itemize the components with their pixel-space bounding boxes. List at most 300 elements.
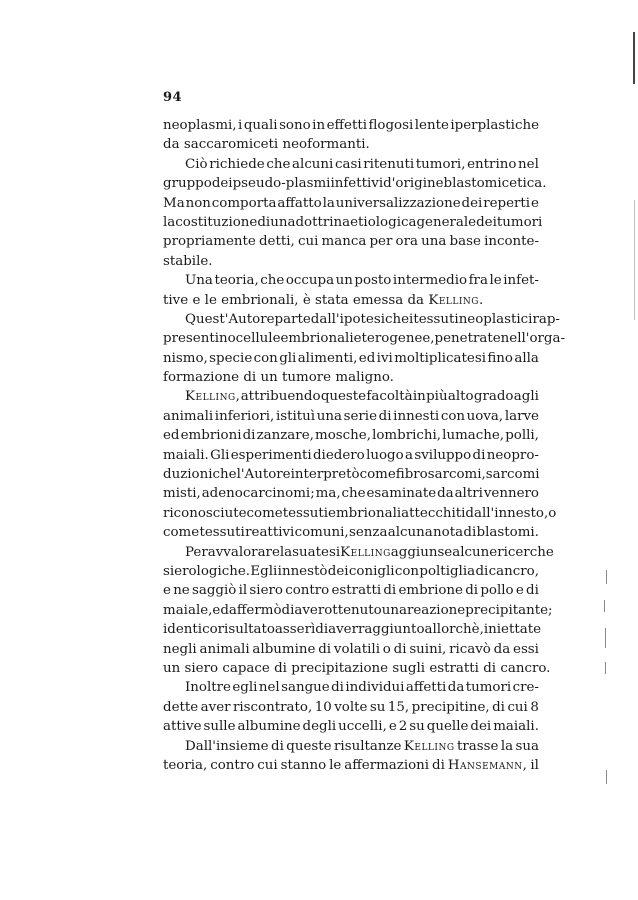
scan-speck — [604, 600, 605, 612]
word: estratti — [429, 660, 479, 676]
word: quali — [243, 118, 278, 133]
word: Kelling. — [428, 292, 484, 308]
word: istituì — [275, 408, 316, 424]
text-line — [163, 368, 539, 387]
word: Egli — [250, 563, 278, 579]
word: casi — [334, 156, 362, 172]
word: con — [253, 350, 278, 366]
word: dei — [470, 719, 492, 735]
word: adenocarcinomi; — [201, 486, 315, 502]
word: di — [383, 583, 397, 599]
word: reattivi — [245, 525, 295, 541]
word: interpretò — [290, 467, 360, 483]
word: Inoltre — [185, 680, 231, 696]
word: diedero — [312, 447, 365, 463]
word: base — [449, 234, 481, 250]
word: aver — [328, 622, 358, 638]
word: fibrosarcomi, — [395, 467, 486, 483]
word: generale — [416, 214, 477, 230]
word: un — [163, 660, 181, 676]
word: in — [312, 118, 326, 133]
text-line — [163, 155, 539, 174]
text-line — [163, 484, 539, 503]
word: cui — [507, 699, 528, 715]
word: di — [526, 583, 539, 599]
word: iperplastiche — [450, 118, 539, 133]
word: affermò — [228, 602, 282, 618]
word: sugli — [392, 660, 426, 676]
word: alla — [514, 350, 539, 366]
word: ne — [173, 583, 190, 599]
word: infettivi — [330, 176, 384, 192]
word: attive — [163, 719, 202, 735]
word: affermazioni — [344, 757, 430, 773]
word: intermedio — [392, 273, 468, 289]
word: egli — [232, 680, 258, 696]
word: riscontrato, — [233, 699, 313, 715]
word: quelle — [426, 719, 469, 735]
word: le — [204, 292, 217, 308]
word: nota — [433, 525, 464, 541]
text-line — [163, 310, 560, 329]
word: e — [192, 292, 201, 308]
word: innesti — [393, 408, 440, 424]
word: effetti — [326, 118, 367, 133]
word: agli — [513, 389, 539, 405]
word: il — [530, 757, 539, 773]
word: da — [447, 680, 465, 696]
word: neopro- — [486, 447, 539, 463]
word: una — [316, 408, 342, 424]
word: ma, — [315, 486, 341, 502]
text-line — [163, 174, 547, 193]
word: misti, — [163, 486, 201, 502]
text-line — [163, 116, 539, 135]
text-line — [163, 252, 539, 271]
word: uova, — [466, 408, 504, 424]
word: come — [163, 525, 200, 541]
word: albumine — [252, 641, 316, 657]
word: Per — [185, 544, 208, 560]
word: albumine — [237, 719, 301, 735]
word: risultato — [217, 622, 275, 638]
word: conigli — [348, 563, 395, 579]
word: specie — [209, 350, 253, 366]
word: senza — [348, 525, 388, 541]
word: dei — [461, 195, 483, 211]
word: di — [483, 660, 497, 676]
word: 8 — [530, 699, 539, 715]
word: come — [246, 505, 283, 521]
word: embrionali — [280, 331, 354, 347]
word: che — [341, 486, 366, 502]
word: di — [432, 757, 445, 773]
word: con — [440, 408, 466, 424]
word: maiali. — [163, 447, 209, 463]
word: da — [163, 137, 180, 153]
text-line — [163, 601, 553, 620]
word: flogosi — [368, 118, 414, 133]
word: Kelling, — [185, 389, 241, 405]
word: la — [322, 195, 335, 211]
word: gruppo — [163, 176, 212, 192]
word: vennero — [483, 486, 539, 502]
word: aver — [200, 699, 231, 715]
word: moltiplicatesi — [394, 350, 486, 366]
word: stabile. — [163, 253, 213, 269]
word: 2 — [398, 719, 408, 735]
word: attribuendo — [240, 389, 321, 405]
word: saggiò — [192, 583, 237, 599]
word: queste — [320, 389, 367, 405]
word: la — [500, 738, 514, 754]
text-line — [163, 562, 539, 581]
word: è — [302, 292, 311, 308]
word: sviluppo — [414, 447, 472, 463]
word: maiale, — [163, 602, 213, 618]
word: il — [238, 583, 248, 599]
word: costituzione — [175, 214, 258, 230]
text-line — [163, 271, 539, 290]
text-line — [163, 446, 539, 465]
word: neoplasmi, — [163, 118, 237, 133]
word: siero — [249, 583, 283, 599]
word: asserì — [274, 622, 316, 638]
word: non — [185, 195, 211, 211]
word: d'origine — [383, 176, 444, 192]
word: duzioni — [163, 467, 213, 483]
word: 10 — [314, 699, 332, 715]
word: riconosciute — [163, 505, 247, 521]
word: suini, — [409, 641, 447, 657]
word: embrionali — [328, 505, 402, 521]
word: Hansemann, — [447, 757, 528, 773]
word: e — [388, 719, 397, 735]
word: di — [243, 370, 257, 386]
word: uccelli, — [338, 719, 387, 735]
word: su — [409, 719, 425, 735]
word: poltiglia — [419, 563, 476, 579]
word: dei — [476, 214, 497, 230]
word: grado — [473, 389, 514, 405]
page-number: 94 — [163, 90, 183, 105]
word: tumori — [496, 214, 543, 230]
word: capace — [222, 660, 270, 676]
word: lente — [414, 118, 449, 133]
word: posto — [354, 273, 392, 289]
word: innestò — [277, 563, 328, 579]
word: saccaromiceti — [183, 137, 279, 153]
scan-speck — [606, 570, 607, 584]
word: dei — [327, 563, 349, 579]
word: di — [315, 622, 329, 638]
word: teoria, — [163, 757, 208, 773]
word: di — [318, 641, 332, 657]
word: individui — [345, 680, 405, 696]
word: altri — [454, 486, 483, 502]
word: affetti — [405, 680, 447, 696]
word: universalizzazione — [335, 195, 461, 211]
word: animali — [163, 408, 214, 424]
scan-edge-mark — [633, 32, 635, 84]
word: esperimenti — [230, 447, 312, 463]
word: iniettate — [483, 622, 542, 638]
word: alto — [447, 389, 474, 405]
word: estratti — [331, 583, 382, 599]
word: cancro, — [488, 563, 539, 579]
word: embrione — [398, 583, 463, 599]
word: Ma — [163, 195, 185, 211]
word: parte — [274, 311, 311, 327]
word: alcune — [452, 544, 498, 560]
word: Kelling — [340, 544, 391, 560]
word: reperti — [483, 195, 531, 211]
word: Una — [185, 273, 213, 289]
text-line — [163, 640, 539, 659]
word: di — [274, 660, 287, 676]
word: essi — [513, 641, 539, 657]
text-line — [163, 620, 542, 639]
word: avvalorare — [207, 544, 280, 560]
word: ed — [212, 602, 229, 618]
word: comuni, — [294, 525, 349, 541]
word: sua — [515, 738, 539, 754]
text-line — [163, 407, 539, 426]
word: maligno. — [335, 370, 394, 386]
word: o — [382, 641, 391, 657]
word: da — [437, 486, 454, 502]
word: allorchè, — [424, 622, 484, 638]
word: di — [378, 408, 392, 424]
word: le — [329, 757, 342, 773]
word: Kelling — [403, 738, 455, 754]
text-line — [163, 349, 539, 368]
word: di — [475, 563, 489, 579]
text-line — [163, 717, 539, 736]
word: di — [463, 525, 477, 541]
text-line — [163, 291, 539, 310]
word: la — [279, 544, 293, 560]
word: neoformanti. — [282, 137, 370, 153]
word: Quest'Autore — [185, 311, 275, 327]
word: richiede — [209, 156, 265, 172]
word: sono — [279, 118, 311, 133]
text-line — [163, 232, 539, 251]
text-line — [163, 465, 539, 484]
word: tive — [163, 292, 189, 308]
word: reazione — [406, 602, 466, 618]
word: sua — [292, 544, 316, 560]
word: occupa — [285, 273, 335, 289]
word: sarcomi — [485, 467, 540, 483]
text-line — [163, 698, 539, 717]
word: stata — [315, 292, 349, 308]
text-line — [163, 426, 539, 445]
word: siero — [184, 660, 219, 676]
word: mosche, — [315, 428, 371, 444]
word: contro — [210, 757, 255, 773]
scan-speck — [606, 770, 607, 784]
word: precipitante; — [465, 602, 553, 618]
word: animali — [199, 641, 250, 657]
word: che — [212, 467, 237, 483]
word: blastomi. — [476, 525, 539, 541]
word: ora — [395, 234, 418, 250]
word: aver — [294, 602, 325, 618]
word: nismo, — [163, 350, 208, 366]
word: Dall'insieme — [185, 738, 269, 754]
word: sulle — [203, 719, 236, 735]
word: l'Autore — [236, 467, 291, 483]
word: cancro. — [500, 660, 551, 676]
word: luogo — [366, 447, 404, 463]
word: in — [412, 389, 426, 405]
word: queste — [286, 738, 332, 754]
word: dottrina — [295, 214, 351, 230]
scan-speck — [605, 628, 606, 648]
word: polli, — [505, 428, 539, 444]
body-text — [163, 116, 566, 775]
word: embrionali, — [221, 292, 299, 308]
word: ricerche — [497, 544, 554, 560]
text-line — [163, 581, 539, 600]
word: di — [281, 602, 295, 618]
word: e — [515, 583, 524, 599]
word: larve — [504, 408, 539, 424]
word: penetrate — [434, 331, 501, 347]
word: affatto — [277, 195, 322, 211]
word: tessuti — [282, 505, 329, 521]
word: ed — [163, 428, 180, 444]
word: da — [493, 641, 511, 657]
word: entrino — [467, 156, 517, 172]
word: tumore — [282, 370, 332, 386]
word: i — [238, 118, 243, 133]
word: che — [260, 273, 285, 289]
word: contro — [285, 583, 330, 599]
word: inconte- — [484, 234, 539, 250]
word: detti, — [258, 234, 295, 250]
word: dette — [163, 699, 199, 715]
word: da — [407, 292, 425, 308]
word: formazione — [163, 370, 240, 386]
word: come — [359, 467, 396, 483]
word: precipitazione — [291, 660, 389, 676]
text-line — [163, 135, 539, 154]
word: dall'innesto, — [465, 505, 549, 521]
text-line — [163, 329, 566, 348]
word: di — [465, 583, 479, 599]
word: embrioni — [180, 428, 242, 444]
word: volatili — [333, 641, 380, 657]
word: cellule — [235, 331, 281, 347]
word: di — [242, 428, 256, 444]
word: aggiunse — [390, 544, 453, 560]
word: nel — [258, 680, 280, 696]
word: nel — [518, 156, 539, 172]
word: eterogenee, — [353, 331, 435, 347]
word: cre- — [512, 680, 539, 696]
word: e — [163, 583, 171, 599]
text-line — [163, 504, 557, 523]
text-line — [163, 523, 539, 542]
text-line — [163, 737, 539, 756]
word: volte — [334, 699, 368, 715]
word: rap- — [532, 311, 560, 327]
scan-edge-mark — [634, 200, 635, 320]
word: maiali. — [493, 719, 539, 735]
word: o — [548, 505, 557, 521]
word: lumache, — [442, 428, 505, 444]
word: manca — [321, 234, 367, 250]
word: tumori, — [415, 156, 466, 172]
word: inferiori, — [214, 408, 275, 424]
text-line — [163, 756, 539, 775]
word: ed — [358, 350, 376, 366]
word: raggiunto — [358, 622, 425, 638]
word: un — [335, 273, 353, 289]
word: gli — [279, 350, 297, 366]
word: esaminate — [366, 486, 437, 502]
scan-speck — [605, 662, 606, 674]
word: lombrichi, — [372, 428, 442, 444]
word: tesi — [315, 544, 341, 560]
word: le — [489, 273, 502, 289]
word: ricavò — [449, 641, 491, 657]
word: pseudo-plasmi — [232, 176, 331, 192]
word: sierologiche. — [163, 563, 251, 579]
word: tessuti — [199, 525, 245, 541]
word: e — [530, 195, 539, 211]
word: propriamente — [163, 234, 256, 250]
word: più — [426, 389, 448, 405]
word: di — [393, 641, 407, 657]
word: blastomicetica. — [443, 176, 547, 192]
word: ivi — [376, 350, 393, 366]
word: di — [472, 447, 486, 463]
word: infet- — [503, 273, 539, 289]
word: alcuni — [292, 156, 334, 172]
word: alimenti, — [297, 350, 358, 366]
word: sangue — [281, 680, 330, 696]
word: la — [163, 214, 176, 230]
word: una — [270, 214, 296, 230]
word: fra — [468, 273, 488, 289]
word: 15, — [387, 699, 410, 715]
word: attecchiti — [401, 505, 466, 521]
word: su — [369, 699, 386, 715]
word: risultanze — [334, 738, 402, 754]
text-line — [163, 213, 543, 232]
word: alcuna — [387, 525, 433, 541]
word: zanzare, — [256, 428, 314, 444]
word: a — [405, 447, 413, 463]
word: un — [260, 370, 278, 386]
word: di — [271, 738, 284, 754]
word: una — [421, 234, 447, 250]
word: i — [409, 311, 414, 327]
word: comporta — [211, 195, 277, 211]
word: fino — [487, 350, 513, 366]
word: tumori — [465, 680, 512, 696]
word: teoria, — [214, 273, 259, 289]
word: cui — [257, 757, 278, 773]
text-line — [163, 678, 539, 697]
word: degli — [302, 719, 337, 735]
word: che — [384, 311, 410, 327]
word: presentino — [163, 331, 236, 347]
text-line — [163, 543, 554, 562]
